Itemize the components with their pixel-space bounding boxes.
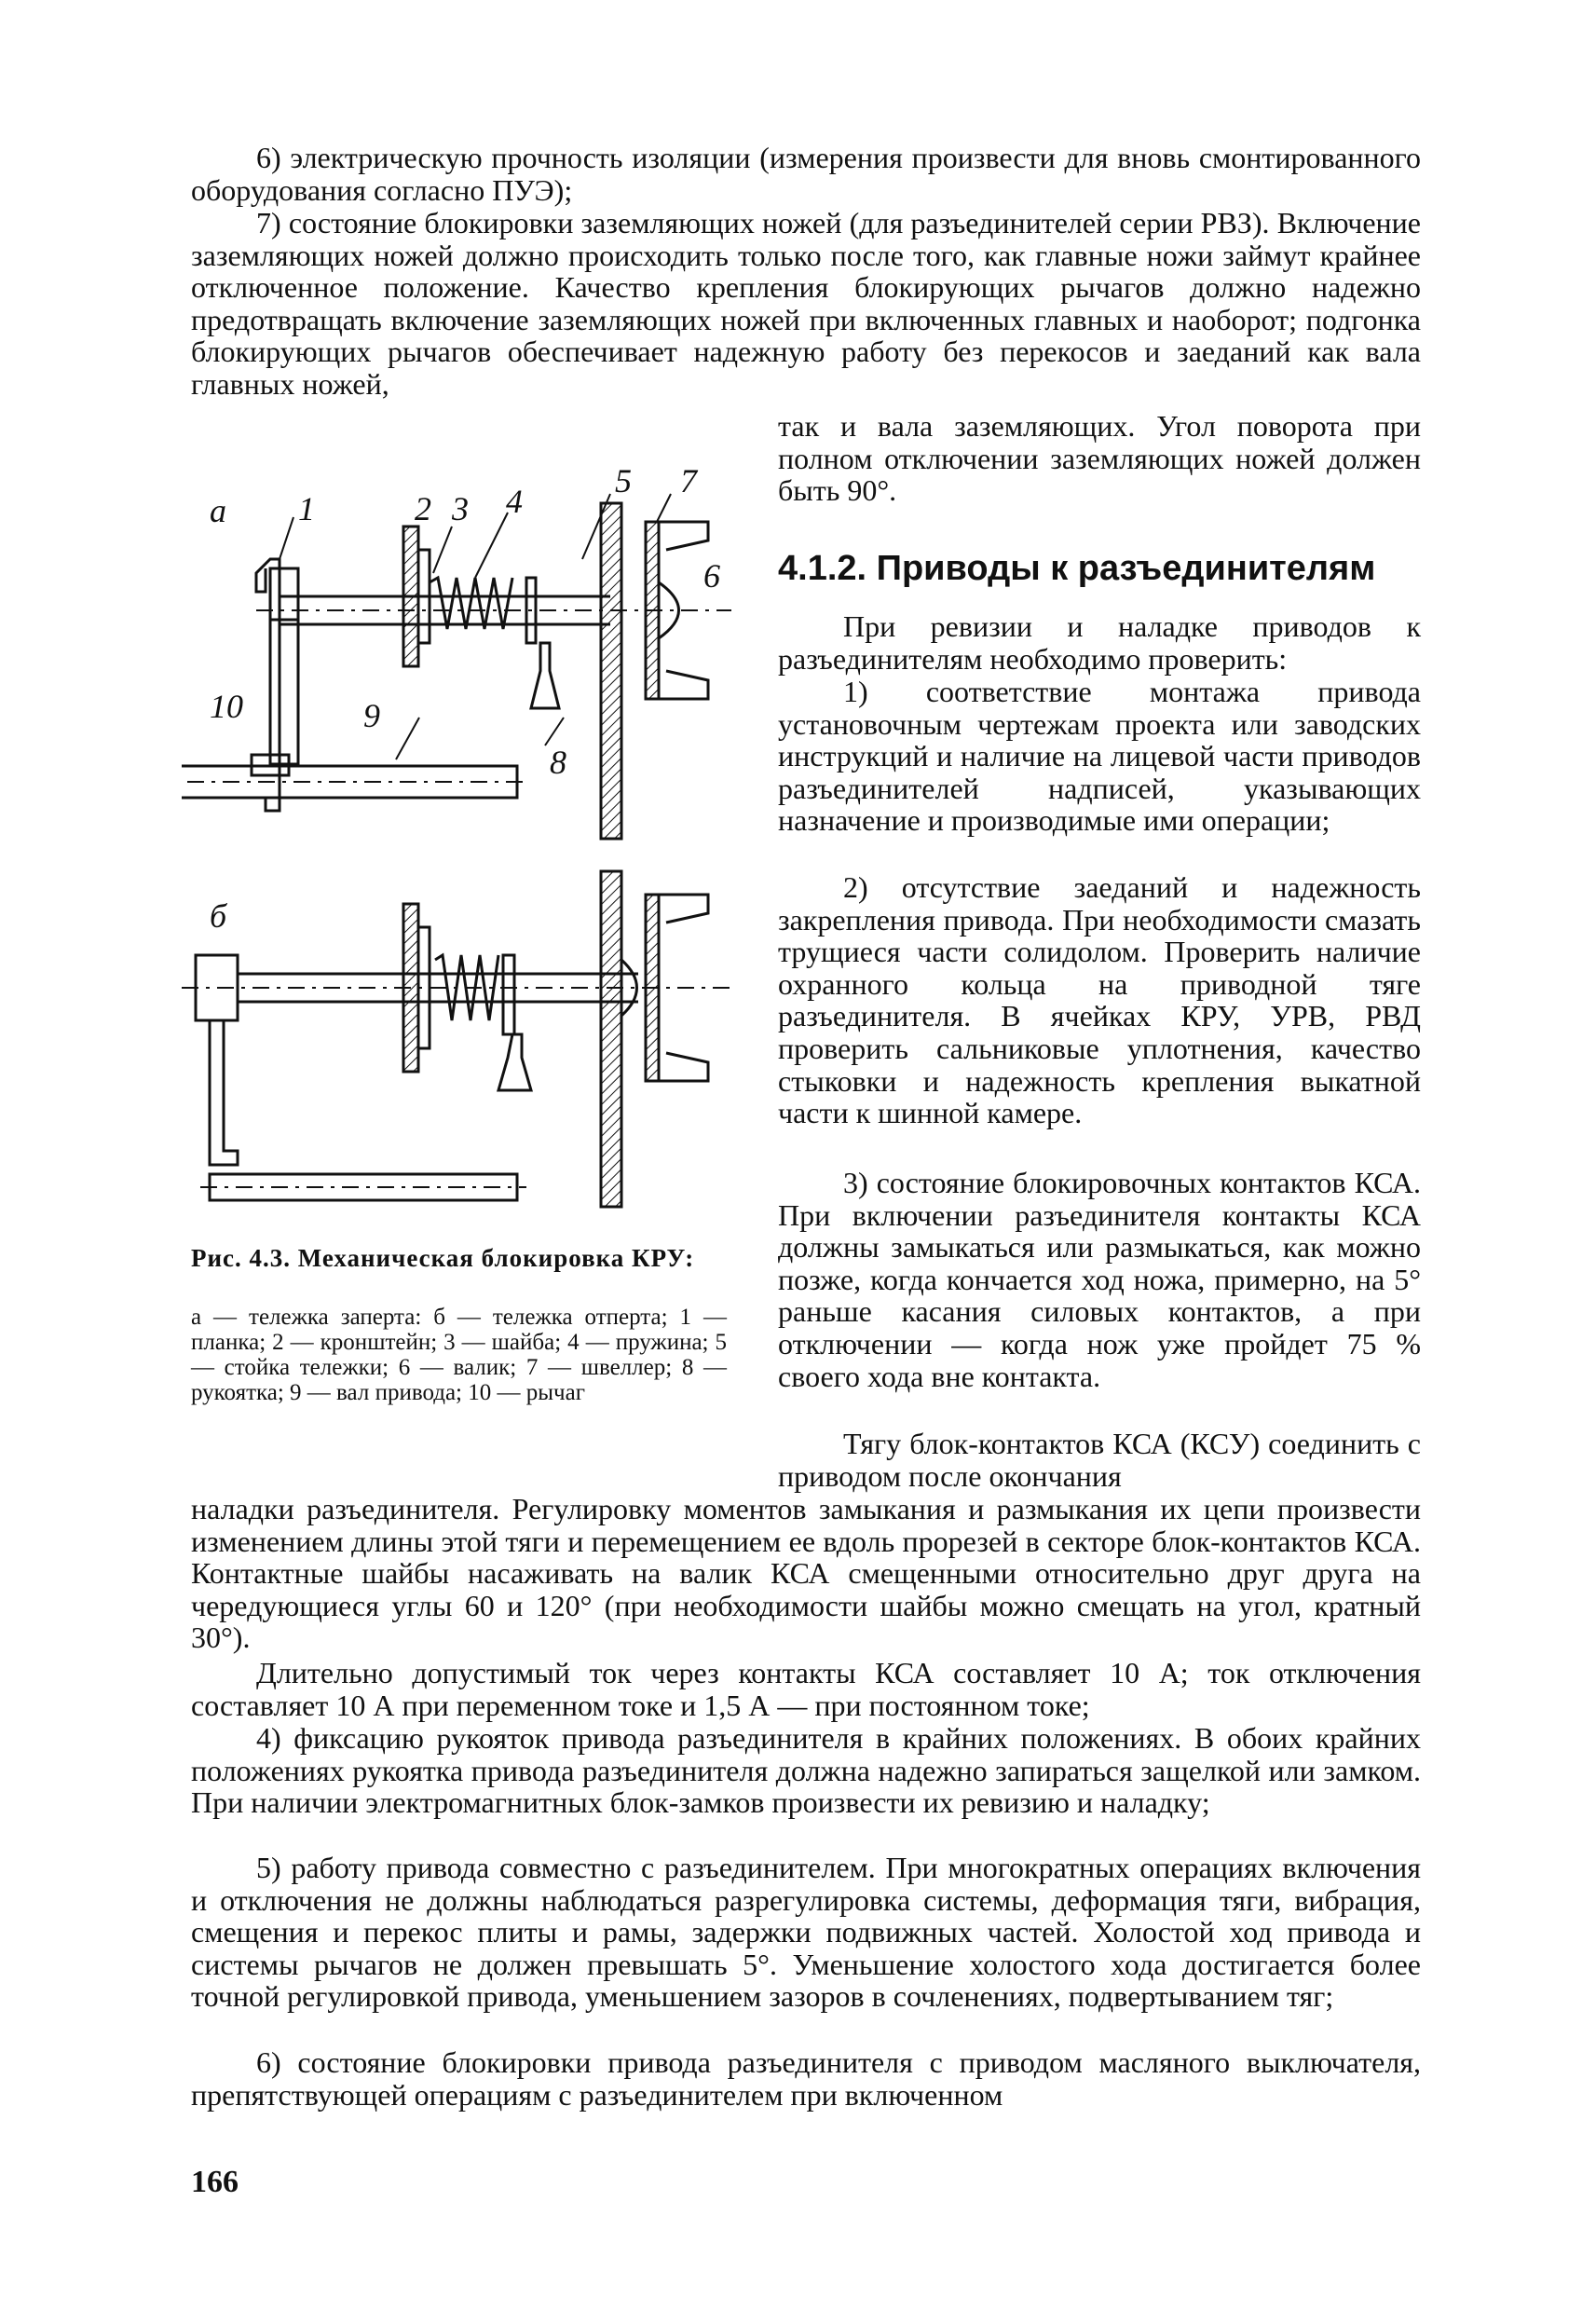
label-6: 6 (703, 557, 720, 595)
page-number: 166 (191, 2165, 239, 2199)
paragraph-grounding-blades: 7) состояние блокировки заземляющих ножей (для разъединителей серии РВЗ). Включение заземляющих ножей должно происходить только после того, как главные ножи займут крайнее отключенное положение. Качество крепления блокирующих рычагов должно надежно предотвращать включение заземляющих ножей при включенных главных и наоборот; подгонка блокирующих рычагов обеспечивает надежную работу без перекосов и заеданий как вала главных ножей, (191, 206, 1421, 401)
label-a: а (210, 492, 226, 529)
paragraph-ksa-rod: Тягу блок-контактов КСА (КСУ) соединить с приводом после окончания (778, 1427, 1421, 1493)
paragraph-drive-intro: При ревизии и наладке приводов к разъединителям необходимо проверить: (778, 609, 1421, 676)
figure-part-b (182, 871, 731, 1207)
mechanical-interlock-figure (182, 438, 741, 1211)
figure-labels (210, 462, 720, 935)
label-2: 2 (415, 490, 431, 527)
label-b: б (210, 897, 227, 935)
paragraph-item-1: 1) соответствие монтажа привода установочным чертежам проекта или заводских инструкций и наличие на лицевой части приводов разъединителей надписей, указывающих назначение и производимые ими операции; (778, 675, 1421, 838)
paragraph-item-2: 2) отсутствие заеданий и надежность закрепления привода. При необходимости смазать трущиеся части солидолом. Проверить наличие охранного кольца на приводной тяге разъединителя. В ячейках КРУ, УРВ, РВД проверить сальниковые уплотнения, качество стыковки и надежность крепления выкатной части к шинной камере. (778, 870, 1421, 1130)
paragraph-item-4: 4) фиксацию рукояток привода разъединителя в крайних положениях. В обоих крайних положениях рукоятка привода разъединителя должна надежно запираться защелкой или замком. При наличии электромагнитных блок-замков произвести их ревизию и наладку; (191, 1721, 1421, 1820)
label-1: 1 (298, 490, 315, 527)
paragraph-item-6: 6) состояние блокировки привода разъединителя с приводом масляного выключателя, препятствующей операциям с разъединителем при включенном (191, 2045, 1421, 2112)
label-3: 3 (452, 490, 469, 527)
paragraph-adjustment: наладки разъединителя. Регулировку моментов замыкания и размыкания их цепи произвести изменением длины этой тяги и перемещением ее вдоль прорезей в секторе блок-контактов КСА. Контактные шайбы насаживать на валик КСА смещенными относительно друг друга на чередующиеся углы 60 и 120° (при необходимости шайбы можно смещать на угол, кратный 30°). (191, 1492, 1421, 1655)
label-8: 8 (550, 744, 566, 781)
paragraph-current: Длительно допустимый ток через контакты КСА составляет 10 А; ток отключения составляет 10 А при переменном токе и 1,5 А — при постоянном токе; (191, 1656, 1421, 1722)
label-4: 4 (506, 483, 523, 520)
paragraph-insulation: 6) электрическую прочность изоляции (измерения произвести для вновь смонтированного оборудования согласно ПУЭ); (191, 141, 1421, 207)
figure-caption-title: Рис. 4.3. Механическая блокировка КРУ: (191, 1244, 695, 1272)
label-7: 7 (680, 462, 697, 499)
paragraph-item-5: 5) работу привода совместно с разъединителем. При многократных операциях включения и отключения не должны наблюдаться разрегулировка системы, деформация тяги, вибрация, смещения и перекос плиты и рамы, задержки подвижных частей. Холостой ход привода и системы рычагов не должен превышать 5°. Уменьшение холостого хода достигается более точной регулировкой привода, уменьшением зазоров в сочленениях, подвертыванием тяг; (191, 1851, 1421, 2014)
label-10: 10 (210, 688, 243, 725)
section-heading: 4.1.2. Приводы к разъединителям (778, 549, 1376, 588)
paragraph-item-3: 3) состояние блокировочных контактов КСА. При включении разъединителя контакты КСА должны замыкаться или размыкаться, как можно позже, когда кончается ход ножа, примерно, на 5° раньше касания силовых контактов, а при отключении — когда нож уже пройдет 75 % своего хода вне контакта. (778, 1166, 1421, 1393)
label-9: 9 (363, 697, 380, 734)
figure-part-a (182, 494, 731, 839)
figure-caption-body: а — тележка заперта: б — тележка отперта; 1 — планка; 2 — кронштейн; 3 — шайба; 4 — пружина; 5 — стойка тележки; 6 — валик; 7 — швеллер; 8 — рукоятка; 9 — вал привода; 10 — рычаг (191, 1305, 727, 1405)
paragraph-grounding-continued: так и вала заземляющих. Угол поворота при полном отключении заземляющих ножей должен быть 90°. (778, 409, 1421, 508)
label-5: 5 (615, 462, 632, 499)
